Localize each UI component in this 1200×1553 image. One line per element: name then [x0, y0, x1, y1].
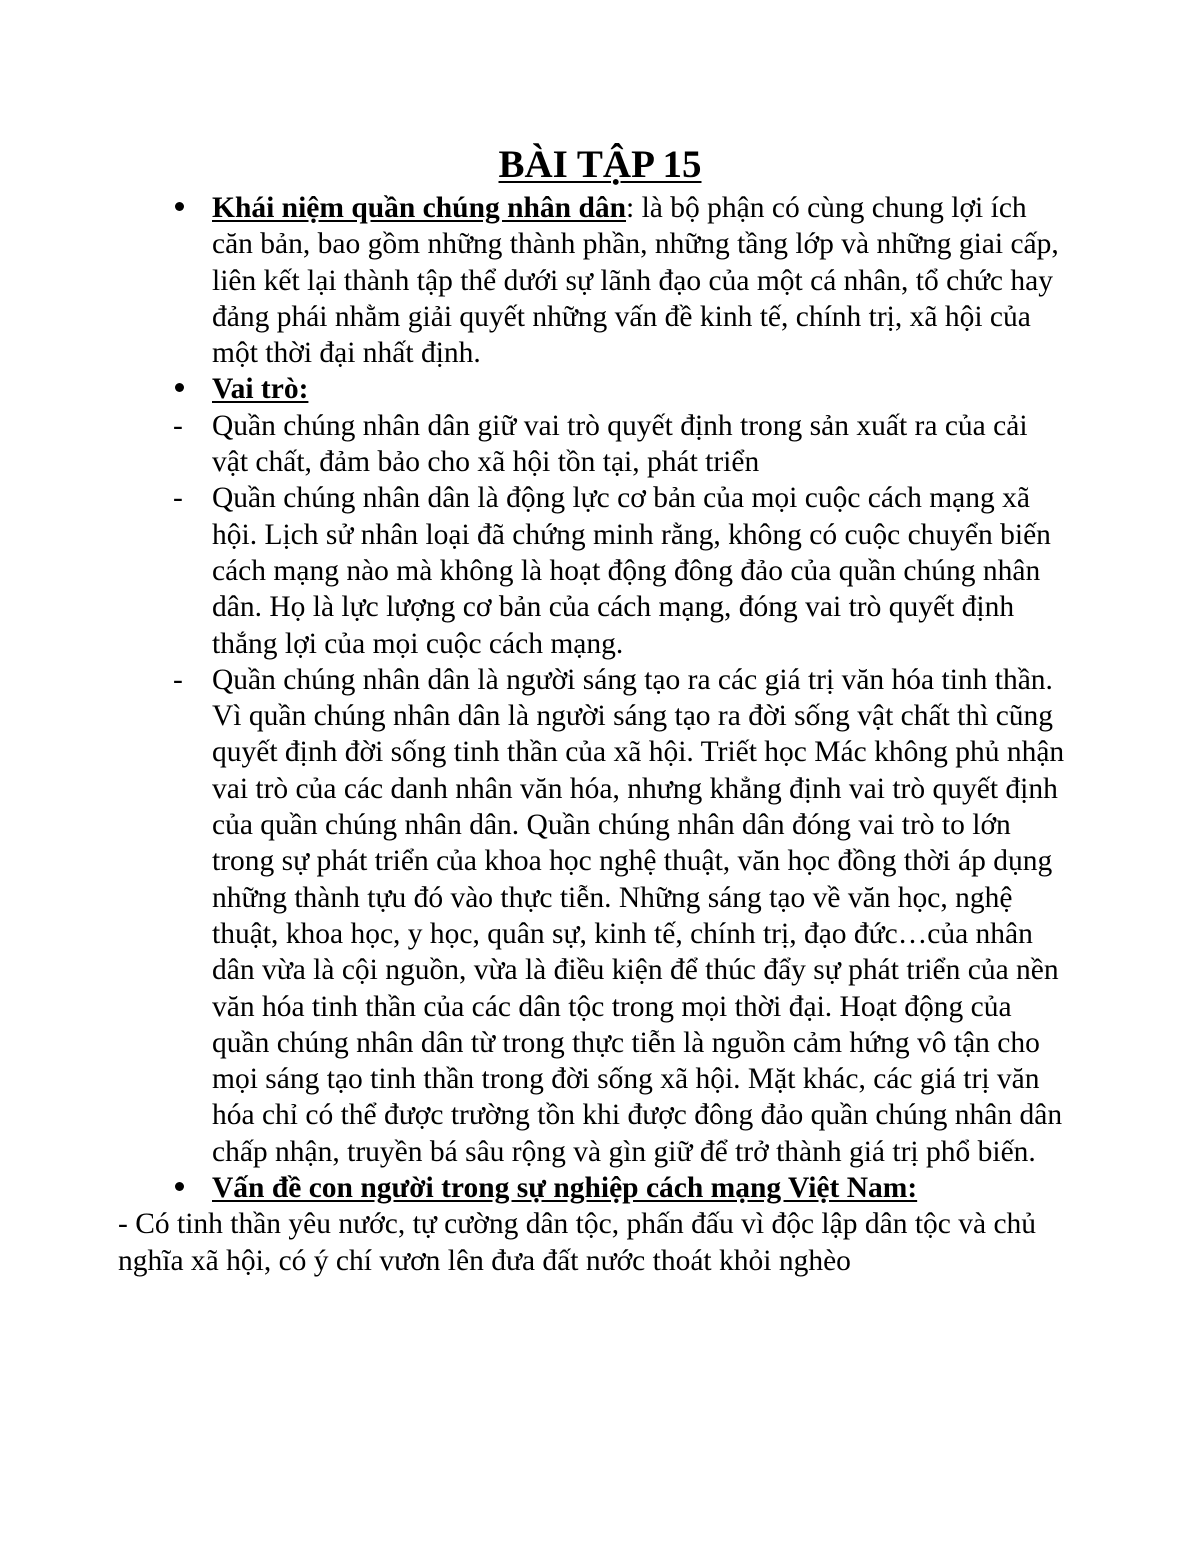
role-list-item: [165, 480, 1065, 661]
role-text: Quần chúng nhân dân là động lực cơ bản của mọi cuộc cách mạng xã hội. Lịch sử nhân loại đã chứng minh rằng, không có cuộc chuyển biến cách mạng nào mà không là hoạt động đông đảo của quần chúng nhân dân. Họ là lực lượng cơ bản của cách mạng, đóng vai trò quyết định thắng lợi của mọi cuộc cách mạng.: [212, 482, 1051, 660]
bullet-marker: [165, 371, 212, 407]
dash-marker: -: [173, 663, 183, 696]
final-paragraph: - Có tinh thần yêu nước, tự cường dân tộc, phấn đấu vì độc lập dân tộc và chủ nghĩa xã hội, có ý chí vươn lên đưa đất nước thoát khỏi nghèo: [118, 1208, 1037, 1277]
bullet-dot-icon: [175, 1182, 184, 1191]
page-title: BÀI TẬP 15: [498, 143, 702, 186]
dash-marker: -: [173, 482, 183, 515]
bullet-dot-icon: [175, 202, 184, 211]
bullet-dot-icon: [175, 383, 184, 392]
role-text: Quần chúng nhân dân giữ vai trò quyết định trong sản xuất ra của cải vật chất, đảm bảo cho xã hội tồn tại, phát triển: [212, 409, 1028, 479]
dash-marker: -: [173, 409, 183, 442]
bullet-heading-concept: Khái niệm quần chúng nhân dân: [212, 192, 627, 224]
document-body: [118, 190, 1065, 1279]
bullet-marker: [165, 1170, 212, 1206]
bullet-text-concept: : là bộ phận có cùng chung lợi ích căn bản, bao gồm những thành phần, những tầng lớp và những giai cấp, liên kết lại thành tập thể dưới sự lãnh đạo của một cá nhân, tổ chức hay đảng phái nhằm giải quyết những vấn đề kinh tế, chính trị, xã hội của một thời đại nhất định.: [212, 192, 1059, 370]
role-list-item: [165, 662, 1065, 1170]
bullet-heading-vietnam: Vấn đề con người trong sự nghiệp cách mạng Việt Nam:: [212, 1172, 918, 1205]
role-list-item: [165, 408, 1065, 481]
bullet-heading-role: Vai trò:: [212, 373, 309, 406]
role-text: Quần chúng nhân dân là người sáng tạo ra các giá trị văn hóa tinh thần. Vì quần chúng nhân dân là người sáng tạo ra đời sống vật chất thì cũng quyết định đời sống tinh thần của xã hội. Triết học Mác không phủ nhận vai trò của các danh nhân văn hóa, nhưng khẳng định vai trò quyết định của quần chúng nhân dân. Quần chúng nhân dân đóng vai trò to lớn trong sự phát triển của khoa học nghệ thuật, văn học đồng thời áp dụng những thành tựu đó vào thực tiễn. Những sáng tạo về văn học, nghệ thuật, khoa học, y học, quân sự, kinh tế, chính trị, đạo đức…của nhân dân vừa là cội nguồn, vừa là điều kiện để thúc đẩy sự phát triển của nền văn hóa tinh thần của các dân tộc trong mọi thời đại. Hoạt động của quần chúng nhân dân từ trong thực tiễn là nguồn cảm hứng vô tận cho mọi sáng tạo tinh thần trong đời sống xã hội. Mặt khác, các giá trị văn hóa chỉ có thể được trường tồn khi được đông đảo quần chúng nhân dân chấp nhận, truyền bá sâu rộng và gìn giữ để trở thành giá trị phổ biến.: [212, 663, 1065, 1168]
bullet-item-concept: [165, 190, 1065, 371]
bullet-item-vietnam: [165, 1170, 1065, 1206]
bullet-marker: [165, 190, 212, 226]
bullet-item-role: [165, 371, 1065, 407]
